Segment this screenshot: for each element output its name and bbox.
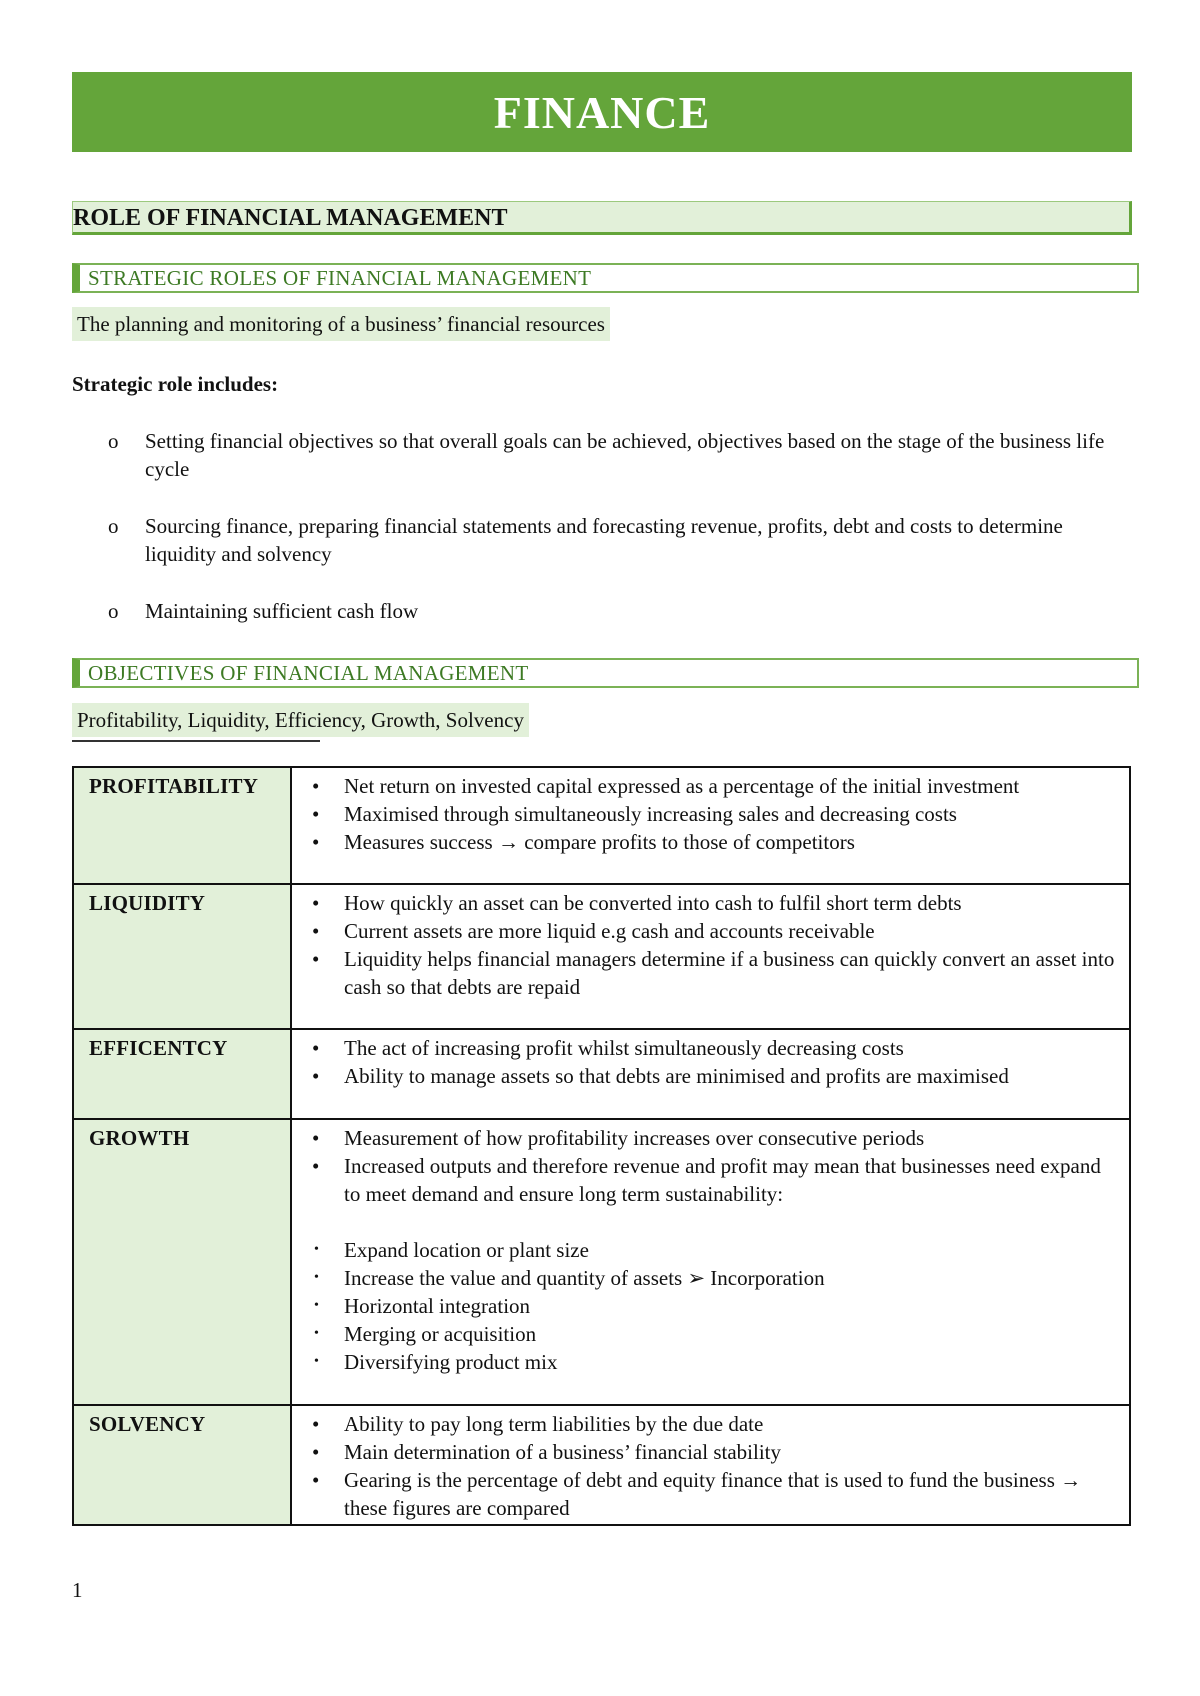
sub-list-item: • Diversifying product mix	[314, 1350, 558, 1374]
bullet-marker: o	[108, 429, 119, 453]
sub-list-item: • Horizontal integration	[314, 1294, 531, 1318]
strategic-lead: Strategic role includes:	[72, 372, 279, 396]
list-item: • Increased outputs and therefore revenue and profit may mean that businesses need expand to meet demand and ensure long term sustainability:	[312, 1154, 1101, 1206]
list-item: • The act of increasing profit whilst simultaneously decreasing costs	[312, 1036, 904, 1060]
row-content	[291, 884, 1130, 1029]
list-item: • Ability to manage assets so that debts are minimised and profits are maximised	[312, 1064, 1009, 1088]
page-number: 1	[72, 1578, 83, 1602]
list-item: • Main determination of a business’ financial stability	[312, 1440, 782, 1464]
row-content	[291, 1405, 1130, 1525]
row-label: PROFITABILITY	[73, 767, 291, 884]
list-item: o Sourcing finance, preparing financial statements and forecasting revenue, profits, debt and costs to determine liquidity and solvency	[108, 514, 1063, 566]
bullet-marker: o	[108, 514, 119, 538]
objectives-table	[72, 766, 1131, 1526]
row-label: LIQUIDITY	[73, 884, 291, 1029]
table-row	[73, 1119, 1130, 1405]
sub-list-item: • Increase the value and quantity of assets ➢ Incorporation	[314, 1266, 825, 1290]
row-label: EFFICENTCY	[73, 1029, 291, 1119]
strategic-definition: The planning and monitoring of a business’ financial resources	[72, 307, 610, 341]
row-content	[291, 1029, 1130, 1119]
list-item: • Measures success → compare profits to those of competitors	[312, 830, 855, 854]
sub-list-item: • Expand location or plant size	[314, 1238, 589, 1262]
row-content	[291, 1119, 1130, 1405]
list-item: • Liquidity helps financial managers determine if a business can quickly convert an asset into cash so that debts are repaid	[312, 947, 1115, 999]
section-heading: ROLE OF FINANCIAL MANAGEMENT	[72, 201, 1132, 235]
objectives-heading: OBJECTIVES OF FINANCIAL MANAGEMENT	[72, 658, 1139, 688]
strategic-role-list	[108, 427, 1138, 654]
document-title: FINANCE	[493, 86, 711, 138]
list-item: o Maintaining sufficient cash flow	[108, 599, 419, 623]
list-item: o Setting financial objectives so that overall goals can be achieved, objectives based on the stage of the business life cycle	[108, 429, 1105, 481]
bullet-marker: o	[108, 599, 119, 623]
list-item: • Current assets are more liquid e.g cash and accounts receivable	[312, 919, 875, 943]
list-item: • Measurement of how profitability increases over consecutive periods	[312, 1126, 925, 1150]
sub-list-item: • Merging or acquisition	[314, 1322, 537, 1346]
table-row	[73, 767, 1130, 884]
list-item: • How quickly an asset can be converted into cash to fulfil short term debts	[312, 891, 962, 915]
list-item: • Net return on invested capital expressed as a percentage of the initial investment	[312, 774, 1020, 798]
list-item: • Maximised through simultaneously increasing sales and decreasing costs	[312, 802, 957, 826]
list-item: • Ability to pay long term liabilities by the due date	[312, 1412, 764, 1436]
strategic-roles-heading: STRATEGIC ROLES OF FINANCIAL MANAGEMENT	[72, 263, 1139, 293]
row-content	[291, 767, 1130, 884]
table-row	[73, 1405, 1130, 1525]
table-row	[73, 1029, 1130, 1119]
objectives-summary: Profitability, Liquidity, Efficiency, Growth, Solvency	[72, 703, 529, 737]
table-row	[73, 884, 1130, 1029]
row-label: SOLVENCY	[73, 1405, 291, 1525]
row-label: GROWTH	[73, 1119, 291, 1405]
title-banner	[72, 72, 1132, 152]
summary-underline	[72, 740, 320, 742]
list-item: • Gearing is the percentage of debt and equity finance that is used to fund the business → these figures are compared	[312, 1468, 1082, 1520]
